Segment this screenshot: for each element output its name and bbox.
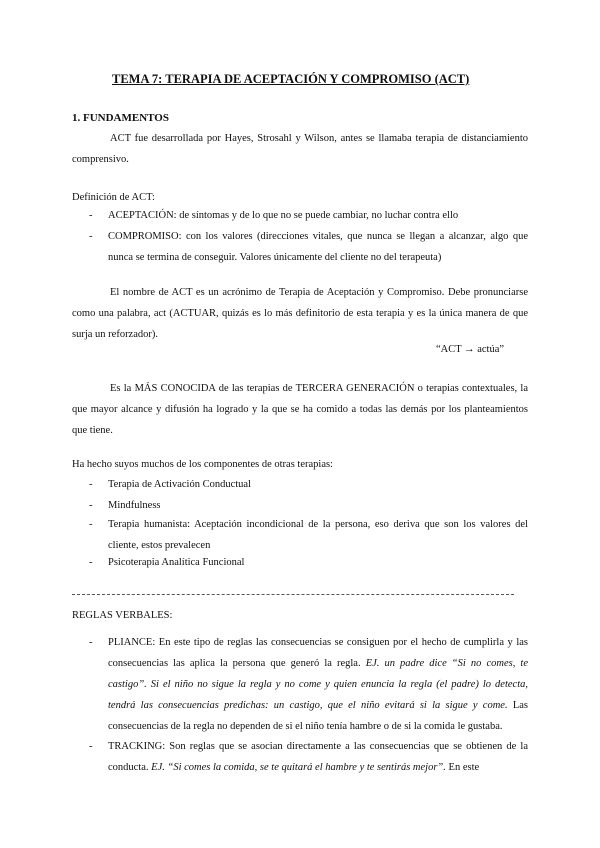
reglas-heading: REGLAS VERBALES: [72, 610, 173, 621]
list-item-text [108, 632, 528, 737]
acronym-paragraph: El nombre de ACT es un acrónimo de Terapia de Aceptación y Compromiso. Debe pronunciarse como una palabra, act (ACTUAR, quizás es lo más definitorio de esta terapia y es la única manera de que surja un reforzador). [72, 287, 528, 340]
quote-act: “ACT → actúa” [436, 344, 505, 355]
list-item-text: Terapia de Activación Conductual [108, 479, 252, 490]
pliance-tail: Las consecuencias de la regla no dependen de si el niño tenía hambre o de si la comida le gustaba. [108, 700, 529, 732]
list-item-text: ACEPTACIÓN: de síntomas y de lo que no se puede cambiar, no luchar contra ello [108, 210, 459, 221]
list-dash: - [89, 741, 93, 752]
tracking-tail: En este [448, 762, 480, 773]
list-dash: - [89, 231, 93, 242]
tracking-lead: TRACKING: Son reglas que se asocian directamente a las consecuencias que se obtienen de la conducta. [108, 741, 528, 773]
list-dash: - [89, 557, 93, 568]
list-dash: - [89, 519, 93, 530]
intro-paragraph: ACT fue desarrollada por Hayes, Strosahl y Wilson, antes se llamaba terapia de distanciamiento comprensivo. [72, 133, 528, 165]
list-dash: - [89, 479, 93, 490]
list-item-text [108, 736, 528, 778]
pliance-lead: PLIANCE: En este tipo de reglas las consecuencias se consiguen por el hecho de cumplirla y las consecuencias las aplica la persona que generó la regla. [108, 637, 528, 669]
tracking-example: EJ. “Si comes la comida, se te quitará el hambre y te sentirás mejor”. [151, 762, 446, 773]
definition-label: Definición de ACT: [72, 192, 155, 203]
list-item-text: COMPROMISO: con los valores (direcciones vitales, que nunca se llegan a alcanzar, algo que nunca se termina de conseguir. Valores únicamente del cliente no del terapeuta) [108, 231, 528, 263]
list-item-text: Terapia humanista: Aceptación incondicional de la persona, eso deriva que son los valores del cliente, estos prevalecen [108, 519, 528, 551]
pliance-example: EJ. un padre dice “Si no comes, te castigo”. Si el niño no sigue la regla y no come y quien enuncia la regla (el padre) lo detecta, tendrá las consecuencias predichas: un castigo, que el niño evitará si la sigue y come. [108, 658, 529, 711]
list-item-text: Psicoterapia Analítica Funcional [108, 557, 245, 568]
list-dash: - [89, 210, 93, 221]
list-item-text: Mindfulness [108, 500, 161, 511]
list-dash: - [89, 500, 93, 511]
list-dash: - [89, 637, 93, 648]
page-title: TEMA 7: TERAPIA DE ACEPTACIÓN Y COMPROMISO (ACT) [112, 72, 470, 86]
dashed-divider [72, 594, 514, 595]
section-heading-fundamentos: 1. FUNDAMENTOS [72, 112, 169, 124]
generation-paragraph: Es la MÁS CONOCIDA de las terapias de TERCERA GENERACIÓN o terapias contextuales, la que mayor alcance y difusión ha logrado y la que se ha comido a todas las demás por los planteamientos que tiene. [72, 383, 528, 436]
components-label: Ha hecho suyos muchos de los componentes de otras terapias: [72, 459, 333, 470]
